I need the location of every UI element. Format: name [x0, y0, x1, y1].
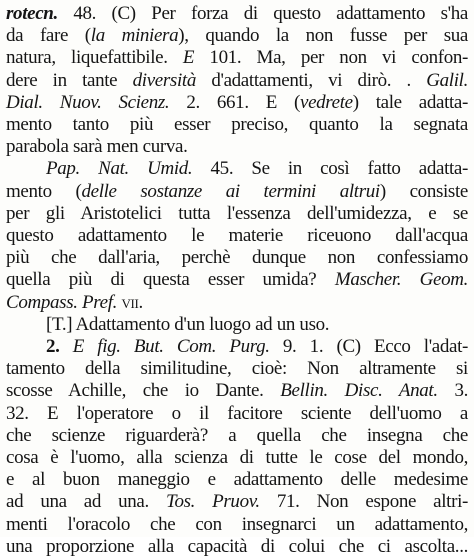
- text-line: [6, 424, 468, 448]
- text-segment: menti l'oracolo che con insegnarci un adattamento,: [6, 513, 468, 535]
- text-segment: per gli Aristotelici tutta l'essenza dell'umidezza, e se: [6, 202, 468, 224]
- text-segment: la miniera: [90, 25, 179, 47]
- text-segment: 45. Se in così fatto adatta-: [192, 158, 468, 180]
- text-segment: 101. Ma, per non vi confon-: [194, 47, 469, 69]
- text-segment: rotecn.: [6, 3, 58, 24]
- text-line: [6, 135, 468, 159]
- text-segment: scosse Achille, che io Dante.: [6, 380, 281, 402]
- text-segment: 3.: [437, 380, 468, 402]
- text-line: [6, 2, 468, 26]
- text-line: [6, 535, 468, 559]
- text-segment: Pap. Nat. Umid.: [46, 158, 193, 180]
- text-line: [46, 157, 468, 181]
- text-segment: vii.: [117, 291, 143, 313]
- text-segment: E fig. But. Com. Purg.: [72, 336, 270, 357]
- text-segment: più che dall'aria, perchè dunque non confessiamo: [6, 247, 468, 269]
- text-line: [6, 24, 468, 48]
- text-segment: mento tanto più esser preciso, quanto la segnata: [6, 114, 468, 135]
- text-line: [6, 113, 468, 137]
- text-line: [6, 468, 468, 492]
- text-segment: questo adattamento le materie riceuono dall'acqua: [6, 225, 468, 246]
- text-line: [6, 379, 468, 403]
- text-segment: 32. E l'operatore o il facitore sciente dell'uomo a: [6, 402, 468, 424]
- text-segment: quella più di questa esser umida?: [6, 269, 335, 291]
- text-segment: d'adattamenti, vi dirò. .: [195, 69, 427, 91]
- text-segment: 2. 661. E (: [169, 91, 300, 113]
- text-segment: 48. (C) Per forza di questo adattamento s'ha: [57, 3, 468, 24]
- text-line: [6, 402, 468, 426]
- text-segment: tamento della similitudine, cioè: Non altramente si: [6, 358, 468, 380]
- text-segment: parabola sarà men curva.: [6, 136, 188, 158]
- text-line: [6, 246, 468, 270]
- text-line: [6, 268, 468, 292]
- text-segment: Dial. Nuov. Scienz.: [6, 91, 170, 113]
- text-line: [46, 313, 468, 337]
- text-segment: che scienze riguarderà? a quella che insegna che: [6, 424, 468, 446]
- text-line: [6, 202, 468, 226]
- text-segment: 9. 1. (C) Ecco l'adat-: [269, 336, 469, 357]
- text-segment: dere in tante: [6, 69, 133, 91]
- text-line: [6, 446, 468, 470]
- text-segment: e al buon maneggio e adattamento delle medesime: [6, 469, 468, 491]
- text-line: [6, 291, 468, 315]
- text-segment: diversità: [132, 69, 196, 91]
- text-segment: ad una ad una.: [6, 491, 166, 513]
- text-segment: 71. Non espone altri-: [259, 491, 468, 513]
- text-segment: Compass. Pref.: [6, 291, 118, 313]
- text-segment: ) tale adatta-: [352, 91, 468, 113]
- text-segment: cosa è l'uomo, alla scienza di tutte le cose del mondo,: [6, 447, 468, 468]
- text-segment: delle sostanze ai termini altrui: [81, 180, 380, 202]
- text-segment: Tos. Pruov.: [165, 491, 260, 513]
- text-segment: Bellin. Disc. Anat.: [280, 380, 438, 402]
- text-line: [46, 335, 468, 359]
- text-line: [6, 513, 468, 537]
- text-line: [6, 69, 468, 93]
- text-segment: vedrete: [299, 91, 353, 113]
- text-segment: [T.] Adattamento d'un luogo ad un uso.: [46, 313, 330, 335]
- text-segment: ) consiste: [379, 180, 468, 202]
- text-line: [6, 490, 468, 514]
- text-line: [6, 91, 468, 115]
- text-segment: da fare (: [6, 25, 91, 47]
- text-segment: Mascher. Geom.: [334, 269, 468, 291]
- text-line: [6, 224, 468, 248]
- text-segment: una proporzione alla capacità di colui che ci ascolta...: [6, 535, 468, 557]
- text-segment: Galil.: [426, 69, 468, 91]
- text-segment: natura, liquefattibile.: [6, 47, 183, 69]
- text-line: [6, 180, 468, 204]
- text-segment: mento (: [6, 180, 82, 202]
- text-line: [6, 357, 468, 381]
- text-segment: 2.: [46, 336, 73, 357]
- text-segment: ), quando la non fusse per sua: [178, 25, 468, 47]
- text-segment: E: [182, 47, 195, 69]
- text-line: [6, 46, 468, 70]
